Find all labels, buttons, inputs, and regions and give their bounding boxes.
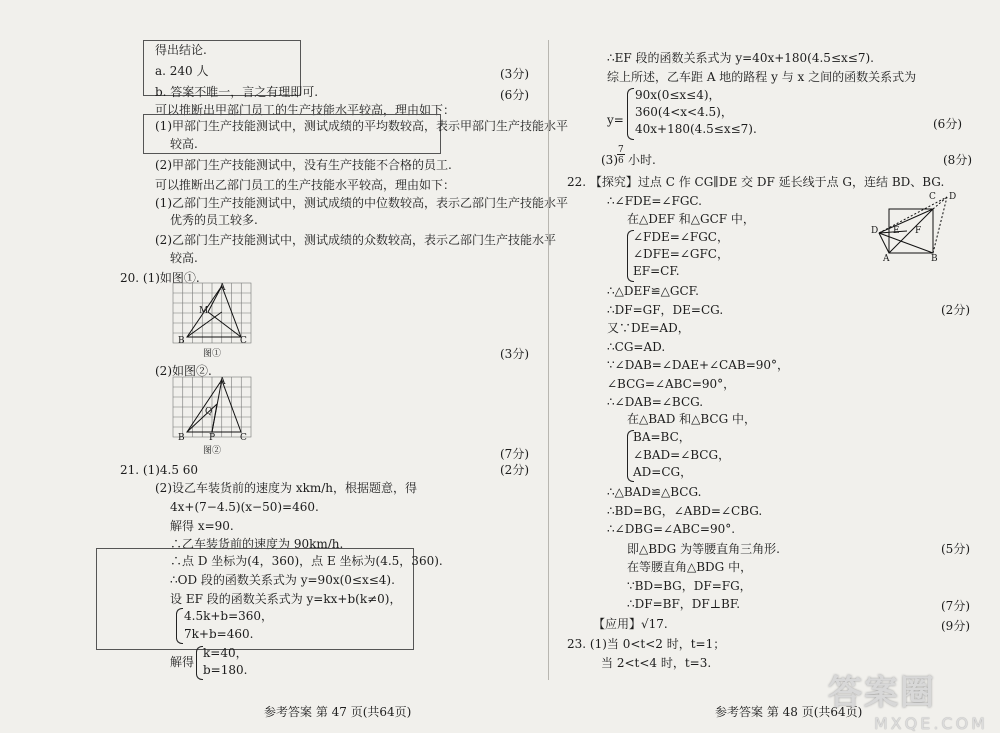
- equation-brace: [196, 646, 203, 680]
- fig1-label-b: B: [178, 336, 185, 346]
- page-footer: 参考答案 第 47 页(共64页): [264, 705, 412, 719]
- fig1-label-a: A: [219, 283, 226, 293]
- fig22-label-d2: D: [871, 226, 879, 236]
- text-line: (1)甲部门生产技能测试中，测试成绩的平均数较高，表示甲部门生产技能水平: [155, 119, 569, 133]
- fig1-label-m: M: [199, 306, 209, 316]
- text-line: ∴OD 段的函数关系式为 y=90x(0≤x≤4).: [170, 573, 395, 587]
- text-line: 设 EF 段的函数关系式为 y=kx+b(k≠0)，: [170, 592, 402, 606]
- page-footer: 参考答案 第 48 页(共64页): [715, 705, 863, 719]
- score-points: (2分): [941, 303, 970, 317]
- equation-brace: [627, 88, 634, 140]
- text-line: 得出结论.: [155, 43, 207, 57]
- fig22-label-f: F: [915, 226, 922, 236]
- text-line: 较高.: [170, 137, 198, 151]
- text-line: EF=CF.: [633, 264, 680, 278]
- fig2-label-p: P: [209, 433, 216, 443]
- text-line: ∠BCG=∠ABC=90°，: [607, 377, 736, 391]
- text-line: ∵∠DAB=∠DAE+∠CAB=90°，: [607, 358, 790, 372]
- fig22-label-a: A: [883, 254, 890, 264]
- text-line: 90x(0≤x≤4)，: [635, 88, 721, 102]
- text-line: 在等腰直角△BDG 中，: [627, 560, 753, 574]
- text-line: b. 答案不唯一，言之有理即可.: [155, 85, 319, 99]
- text-line: ∴CG=AD.: [607, 340, 666, 354]
- text-line: ∴DF=GF，DE=CG.: [607, 303, 724, 317]
- watermark-logo-text: 答案圈: [828, 673, 936, 713]
- text-line: y=: [607, 113, 624, 127]
- text-line: 在△DEF 和△GCF 中，: [627, 212, 755, 226]
- text-line: 即△BDG 为等腰直角三角形.: [627, 542, 780, 556]
- text-line: ∠BAD=∠BCG，: [633, 448, 731, 462]
- score-points: (5分): [941, 542, 970, 556]
- text-line: 4.5k+b=360，: [184, 609, 274, 623]
- fig22-label-d: D: [949, 192, 957, 202]
- text-line: 当 2<t<4 时，t=3.: [601, 656, 712, 670]
- text-line: ∴∠FDE=∠FGC.: [607, 194, 702, 208]
- text-line: 解得: [170, 655, 195, 669]
- fig1-label-c: C: [240, 336, 247, 346]
- text-line: 又∵DE=AD，: [607, 321, 690, 335]
- text-line: ∴△DEF≌△GCF.: [607, 284, 699, 298]
- text-line: 较高.: [170, 251, 198, 265]
- text-line: ∠FDE=∠FGC，: [633, 230, 729, 244]
- text-line: AD=CG，: [633, 465, 693, 479]
- text-line: 可以推断出甲部门员工的生产技能水平较高，理由如下：: [155, 103, 456, 117]
- text-line: ∴EF 段的函数关系式为 y=40x+180(4.5≤x≤7).: [607, 51, 874, 65]
- text-line: 可以推断出乙部门员工的生产技能水平较高，理由如下：: [155, 178, 456, 192]
- text-line: 22. 【探究】过点 C 作 CG∥DE 交 DF 延长线于点 G，连结 BD、BG.: [567, 175, 945, 189]
- fig2-label-b: B: [178, 433, 185, 443]
- text-line: 小时.: [628, 153, 656, 167]
- text-line: 7k+b=460.: [184, 627, 254, 641]
- text-line: 解得 x=90.: [170, 519, 234, 533]
- score-points: (9分): [941, 619, 970, 633]
- text-line: (3): [601, 153, 618, 167]
- text-line: ∠DFE=∠GFC，: [633, 247, 729, 261]
- text-line: ∴△BAD≌△BCG.: [607, 485, 702, 499]
- text-line: k=40，: [203, 646, 248, 660]
- text-line: ∴∠DBG=∠ABC=90°.: [607, 522, 736, 536]
- figure-2-caption: 图②: [203, 446, 222, 456]
- text-line: 综上所述，乙车距 A 地的路程 y 与 x 之间的函数关系式为: [607, 70, 917, 84]
- text-line: 20. (1)如图①.: [120, 271, 200, 285]
- figure-1-caption: 图①: [203, 349, 222, 359]
- score-points: (7分): [941, 599, 970, 613]
- text-line: 360(4<x<4.5)，: [635, 105, 733, 119]
- score-points: (3分): [500, 67, 529, 81]
- text-line: 21. (1)4.5 60: [120, 463, 199, 477]
- text-line: 23. (1)当 0<t<2 时，t=1；: [567, 637, 726, 651]
- text-line: (1)乙部门生产技能测试中，测试成绩的中位数较高，表示乙部门生产技能水平: [155, 196, 569, 210]
- fig2-label-a: A: [219, 377, 226, 387]
- equation-brace: [176, 608, 183, 644]
- text-line: 优秀的员工较多.: [170, 213, 258, 227]
- score-points: (7分): [500, 447, 529, 461]
- text-line: 【应用】√17.: [593, 617, 668, 631]
- text-line: ∴∠DAB=∠BCG.: [607, 395, 704, 409]
- text-line: ∵BD=BG，DF=FG，: [627, 579, 752, 593]
- figure-22: [873, 193, 973, 263]
- text-line: 4x+(7−4.5)(x−50)=460.: [170, 500, 319, 514]
- score-points: (6分): [933, 117, 962, 131]
- right-page: [555, 0, 1000, 727]
- fig22-label-b: B: [931, 254, 938, 264]
- fig2-label-q: Q: [205, 407, 213, 417]
- fig2-label-c: C: [240, 433, 247, 443]
- text-line: b=180.: [203, 663, 248, 677]
- text-line: ∴BD=BG，∠ABD=∠CBG.: [607, 504, 763, 518]
- score-points: (6分): [500, 88, 529, 102]
- text-line: (2)甲部门生产技能测试中，没有生产技能不合格的员工.: [155, 158, 452, 172]
- site-watermark-logo: [828, 665, 988, 733]
- text-line: ∴DF=BF，DF⊥BF.: [627, 597, 741, 611]
- watermark-url: MXQE.COM: [873, 714, 988, 733]
- fraction-numerator: 7: [618, 145, 624, 155]
- text-line: ∴点 D 坐标为(4，360)，点 E 坐标为(4.5，360).: [170, 554, 443, 568]
- fraction-denominator: 6: [618, 156, 624, 166]
- fig22-label-e: E: [893, 226, 900, 236]
- fig22-label-c: C: [929, 192, 936, 202]
- text-line: (2)乙部门生产技能测试中，测试成绩的众数较高，表示乙部门生产技能水平: [155, 233, 557, 247]
- figure-2: [172, 376, 254, 440]
- text-line: a. 240 人: [155, 64, 209, 78]
- text-line: ∴乙车装货前的速度为 90km/h.: [170, 537, 344, 551]
- text-line: (2)设乙车装货前的速度为 xkm/h，根据题意，得: [155, 481, 418, 495]
- text-line: 在△BAD 和△BCG 中，: [627, 412, 757, 426]
- text-line: BA=BC，: [633, 430, 691, 444]
- text-line: (2)如图②.: [155, 364, 212, 378]
- score-points: (3分): [500, 347, 529, 361]
- score-points: (2分): [500, 463, 529, 477]
- text-line: 40x+180(4.5≤x≤7).: [635, 122, 757, 136]
- score-points: (8分): [943, 153, 972, 167]
